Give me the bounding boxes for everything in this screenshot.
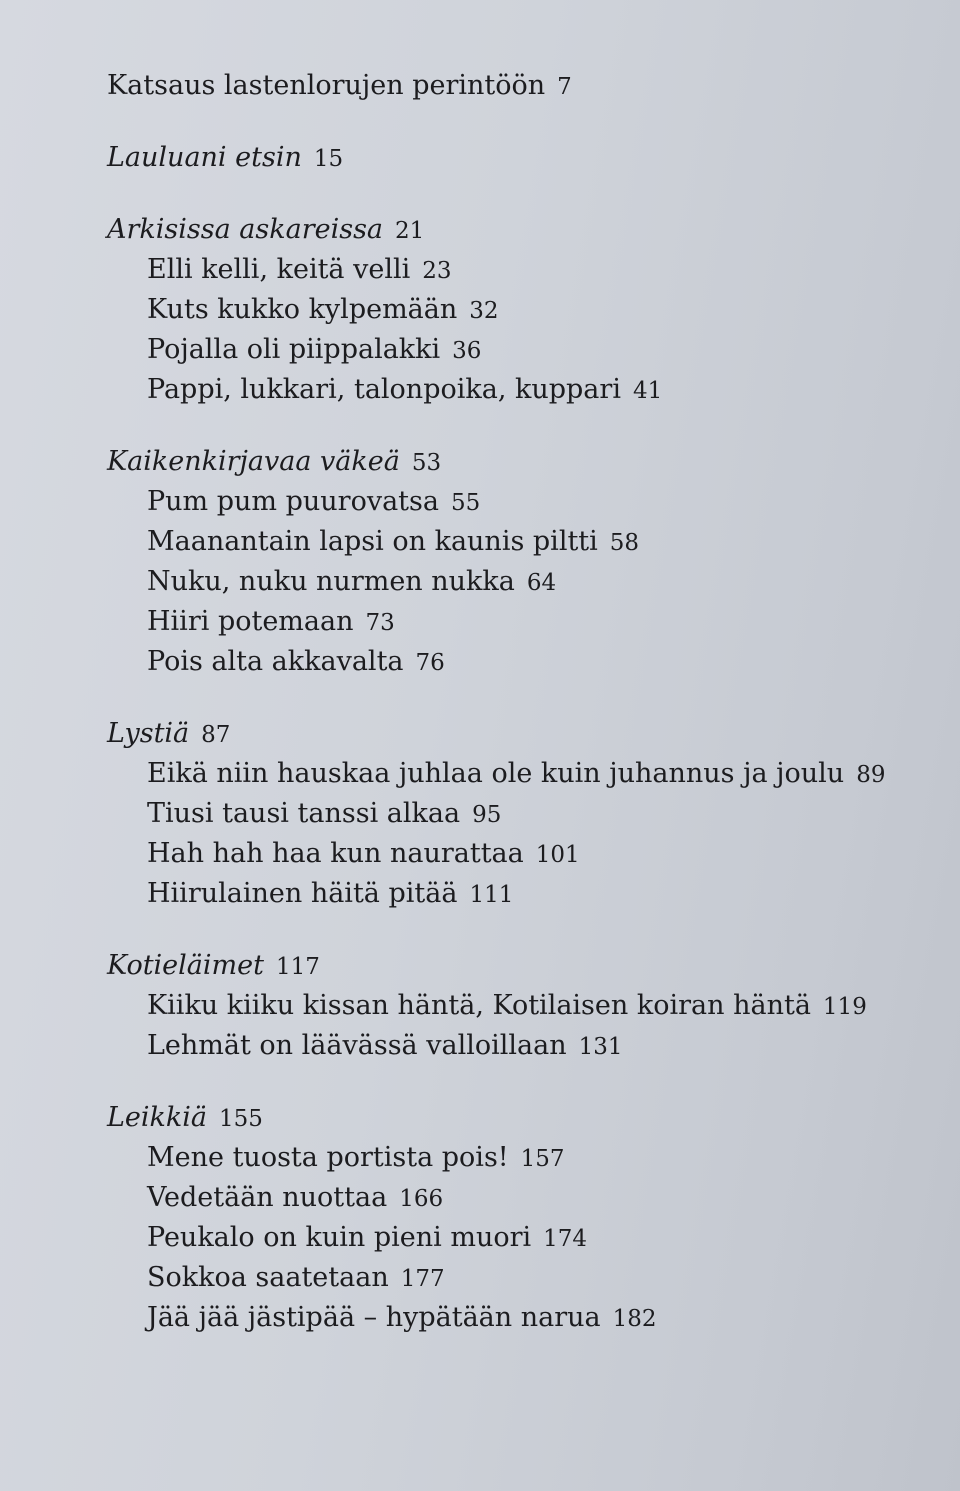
toc-entry [107,794,927,834]
toc-section-kotielaimet [107,946,927,986]
toc-entry [107,874,927,914]
entry-title: Hiirulainen häitä pitää [147,878,458,909]
entry-title: Tiusi tausi tanssi alkaa [147,798,461,829]
toc-entry [107,754,927,794]
entry-title: Sokkoa saatetaan [147,1262,389,1293]
toc-entry [107,642,927,682]
entry-title: Vedetään nuottaa [147,1182,388,1213]
entry-page-number: 21 [395,218,425,244]
toc-entry [107,1026,927,1066]
entry-page-number: 41 [632,378,663,404]
toc-section-leikkia [107,1098,927,1138]
toc-entry [107,250,927,290]
entry-page-number: 119 [822,994,867,1020]
section-title: Arkisissa askareissa [107,214,384,245]
toc-entry [107,602,927,642]
entry-page-number: 53 [411,450,442,476]
entry-title: Kuts kukko kylpemään [147,294,458,325]
entry-title: Kiiku kiiku kissan häntä, Kotilaisen koiran häntä [147,990,811,1021]
entry-title: Lehmät on läävässä valloillaan [147,1030,567,1061]
entry-page-number: 174 [543,1226,588,1252]
toc-entry [107,290,927,330]
toc-entry [107,1218,927,1258]
toc-entry [107,330,927,370]
entry-page-number: 32 [469,298,499,324]
section-title: Kaikenkirjavaa väkeä [107,446,400,477]
section-title: Kotieläimet [107,950,264,981]
entry-title: Maanantain lapsi on kaunis piltti [147,526,598,557]
toc-section-kaikenkirjavaa-vakea [107,442,927,482]
entry-title: Elli kelli, keitä velli [147,254,411,285]
entry-title: Pois alta akkavalta [147,646,404,677]
toc-entry [107,482,927,522]
table-of-contents [107,66,927,1338]
entry-title: Eikä niin hauskaa juhlaa ole kuin juhannus ja joulu [147,758,845,789]
toc-section-lauluani-etsin [107,138,927,178]
toc-entry [107,562,927,602]
entry-title: Pojalla oli piippalakki [147,334,441,365]
entry-page-number: 117 [275,954,320,980]
entry-page-number: 182 [612,1306,657,1332]
entry-title: Jää jää jästipää – hypätään narua [147,1302,601,1333]
entry-page-number: 111 [469,882,514,908]
entry-page-number: 95 [472,802,502,828]
toc-entry [107,1138,927,1178]
entry-title: Peukalo on kuin pieni muori [147,1222,532,1253]
entry-title: Hah hah haa kun naurattaa [147,838,524,869]
toc-entry [107,522,927,562]
entry-page-number: 131 [578,1034,623,1060]
section-title: Lystiä [107,718,190,749]
toc-entry [107,1298,927,1338]
toc-entry [107,1178,927,1218]
section-title: Lauluani etsin [107,142,302,173]
entry-page-number: 157 [520,1146,565,1172]
toc-entry [107,986,927,1026]
entry-page-number: 101 [535,842,580,868]
entry-page-number: 76 [415,650,445,676]
entry-page-number: 64 [526,570,557,596]
section-title: Leikkiä [107,1102,207,1133]
entry-page-number: 166 [399,1186,444,1212]
entry-page-number: 15 [313,146,344,172]
entry-page-number: 155 [219,1106,263,1132]
entry-title: Nuku, nuku nurmen nukka [147,566,515,597]
toc-section-arkisissa-askareissa [107,210,927,250]
entry-page-number: 23 [422,258,452,284]
entry-page-number: 73 [365,610,395,636]
toc-entry [107,1258,927,1298]
entry-page-number: 36 [452,338,482,364]
entry-page-number: 7 [557,74,572,100]
entry-title: Pappi, lukkari, talonpoika, kuppari [147,374,621,405]
entry-page-number: 87 [201,722,231,748]
entry-title: Mene tuosta portista pois! [147,1142,509,1173]
toc-entry [107,370,927,410]
entry-title: Hiiri potemaan [147,606,354,637]
entry-page-number: 55 [450,490,481,516]
toc-entry-intro [107,66,927,106]
entry-page-number: 177 [400,1266,445,1292]
toc-section-lystia [107,714,927,754]
entry-title: Katsaus lastenlorujen perintöön [107,70,546,101]
entry-page-number: 89 [856,762,886,788]
entry-title: Pum pum puurovatsa [147,486,439,517]
toc-entry [107,834,927,874]
entry-page-number: 58 [609,530,640,556]
